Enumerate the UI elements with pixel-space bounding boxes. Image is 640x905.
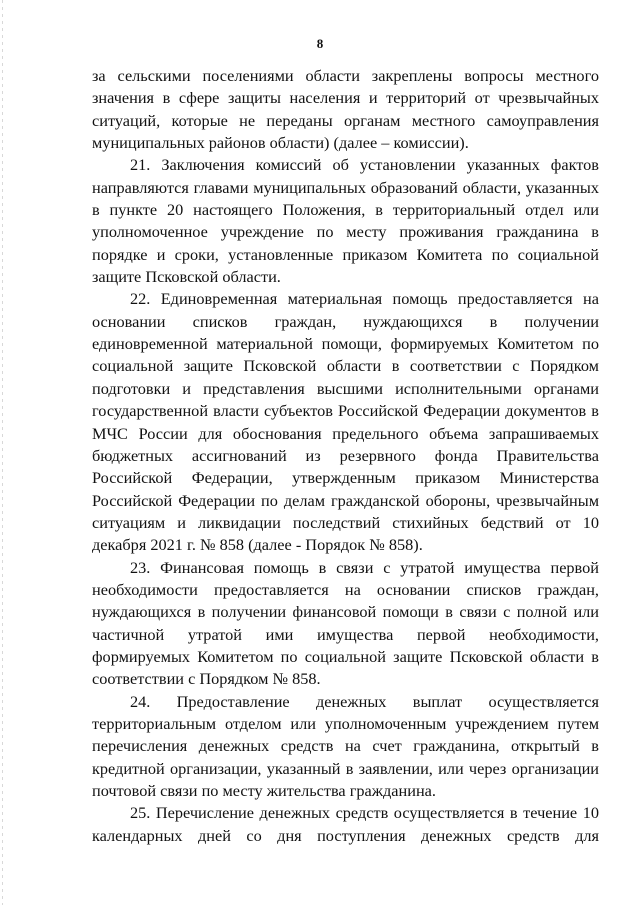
paragraph-24: 24. Предоставление денежных выплат осуществляется территориальным отделом или уполномоченным учреждением путем перечисления денежных средств на счет гражданина, открытый в кредитной организации, указанный в заявлении, или через организации почтовой связи по месту жительства гражданина. [92, 691, 599, 800]
paragraph-25: 25. Перечисление денежных средств осуществляется в течение 10 календарных дней со дня поступления денежных средств для [92, 803, 599, 845]
paragraph-21: 21. Заключения комиссий об установлении указанных фактов направляются главами муниципальных образований области, указанных в пункте 20 настоящего Положения, в территориальный отдел или уполномоченное учреждение по месту проживания гражданина в порядке и сроки, установленные приказом Комитета по социальной защите Псковской области. [92, 155, 599, 287]
paragraph-22: 22. Единовременная материальная помощь предоставляется на основании списков граждан, нуждающихся в получении единовременной материальной помощи, формируемых Комитетом по социальной защите Псковской области в соответствии с Порядком подготовки и представления высшими исполнительными органами государственной власти субъектов Российской Федерации документов в МЧС России для обоснования предельного объема запрашиваемых бюджетных ассигнований из резервного фонда Правительства Российской Федерации, утвержденным приказом Министерства Российской Федерации по делам гражданской обороны, чрезвычайным ситуациям и ликвидации последствий стихийных бедствий от 10 декабря 2021 г. № 858 (далее - Порядок № 858). [92, 289, 599, 555]
paragraph-23: 23. Финансовая помощь в связи с утратой имущества первой необходимости предоставляется на основании списков граждан, нуждающихся в получении финансовой помощи в связи с полной или частичной утратой ими имущества первой необходимости, формируемых Комитетом по социальной защите Псковской области в соответствии с Порядком № 858. [92, 557, 599, 689]
paragraph-continuation: за сельскими поселениями области закреплены вопросы местного значения в сфере защиты населения и территорий от чрезвычайных ситуаций, которые не переданы органам местного самоуправления муниципальных районов области) (далее – комиссии). [92, 66, 599, 153]
document-body [92, 65, 599, 847]
scan-edge-line [2, 0, 3, 905]
page-number: 8 [316, 36, 324, 51]
